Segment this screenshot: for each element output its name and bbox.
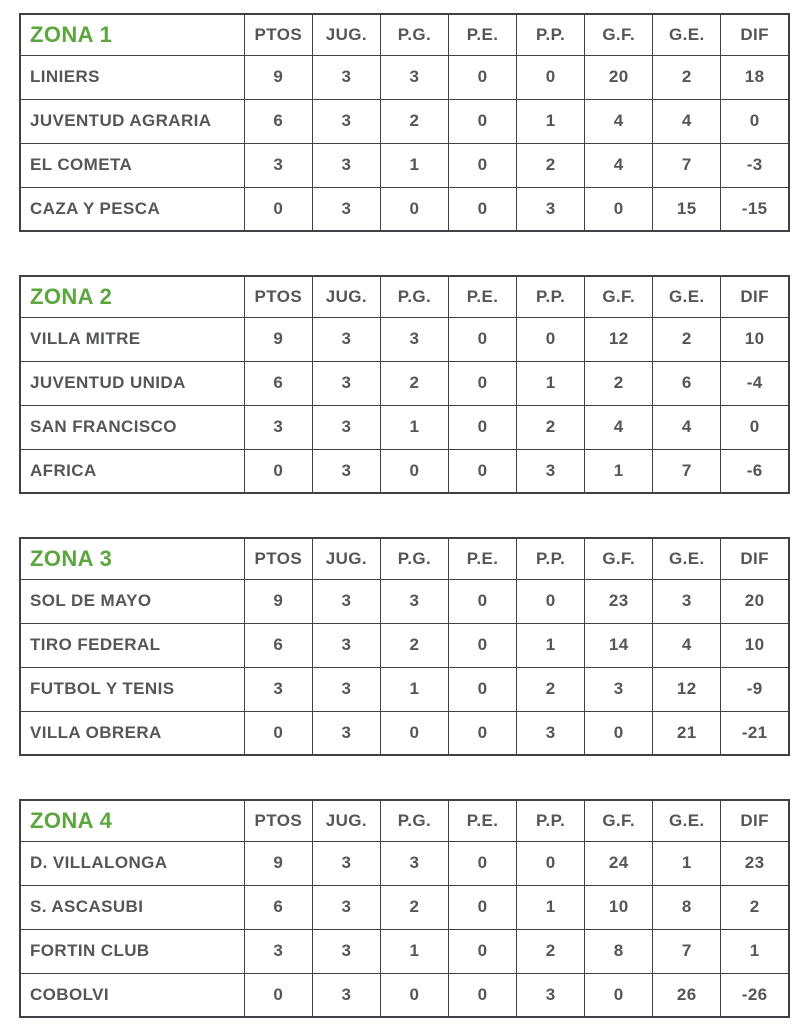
stat-value: 6 (244, 99, 312, 143)
column-header: G.E. (653, 14, 721, 55)
column-header: P.E. (449, 14, 517, 55)
stat-value: 4 (653, 623, 721, 667)
column-header: P.P. (517, 14, 585, 55)
stat-value: 2 (517, 929, 585, 973)
stat-value: 3 (312, 929, 380, 973)
column-header: P.P. (517, 538, 585, 579)
stat-value: 1 (517, 99, 585, 143)
team-row (20, 187, 789, 231)
stat-value: -26 (721, 973, 789, 1017)
stat-value: 0 (449, 623, 517, 667)
stat-value: 3 (653, 579, 721, 623)
stat-value: 12 (653, 667, 721, 711)
stat-value: 10 (585, 885, 653, 929)
zone-title: ZONA 1 (20, 14, 244, 55)
stat-value: 0 (380, 187, 448, 231)
team-row (20, 55, 789, 99)
team-name: VILLA MITRE (20, 317, 244, 361)
stat-value: -21 (721, 711, 789, 755)
zone-header-row (20, 14, 789, 55)
stat-value: 0 (449, 99, 517, 143)
team-name: FORTIN CLUB (20, 929, 244, 973)
stat-value: 0 (449, 317, 517, 361)
column-header: P.G. (380, 800, 448, 841)
stat-value: 0 (449, 187, 517, 231)
stat-value: 21 (653, 711, 721, 755)
team-row (20, 973, 789, 1017)
stat-value: -9 (721, 667, 789, 711)
stat-value: 2 (517, 143, 585, 187)
stat-value: 4 (585, 143, 653, 187)
stat-value: 0 (449, 711, 517, 755)
stat-value: 0 (244, 711, 312, 755)
stat-value: 0 (449, 885, 517, 929)
stat-value: 0 (721, 99, 789, 143)
stat-value: 12 (585, 317, 653, 361)
stat-value: 3 (312, 405, 380, 449)
stat-value: 0 (449, 55, 517, 99)
column-header: P.G. (380, 538, 448, 579)
column-header: G.F. (585, 276, 653, 317)
column-header: P.P. (517, 800, 585, 841)
stat-value: 8 (653, 885, 721, 929)
stat-value: 3 (517, 187, 585, 231)
team-name: TIRO FEDERAL (20, 623, 244, 667)
stat-value: 0 (244, 449, 312, 493)
stat-value: 4 (585, 99, 653, 143)
stat-value: -3 (721, 143, 789, 187)
team-name: VILLA OBRERA (20, 711, 244, 755)
stat-value: 3 (585, 667, 653, 711)
team-row (20, 885, 789, 929)
stat-value: 3 (312, 361, 380, 405)
column-header: G.E. (653, 538, 721, 579)
team-name: FUTBOL Y TENIS (20, 667, 244, 711)
column-header: G.E. (653, 276, 721, 317)
column-header: JUG. (312, 276, 380, 317)
team-row (20, 711, 789, 755)
stat-value: 2 (653, 317, 721, 361)
team-name: S. ASCASUBI (20, 885, 244, 929)
stat-value: 7 (653, 449, 721, 493)
stat-value: 6 (244, 885, 312, 929)
stat-value: 1 (380, 405, 448, 449)
stat-value: 2 (517, 667, 585, 711)
stat-value: 3 (312, 579, 380, 623)
stat-value: 0 (380, 449, 448, 493)
column-header: G.F. (585, 800, 653, 841)
zone-table (19, 275, 790, 494)
team-name: SOL DE MAYO (20, 579, 244, 623)
column-header: JUG. (312, 14, 380, 55)
stat-value: 3 (312, 973, 380, 1017)
stat-value: 2 (380, 99, 448, 143)
zone-header-row (20, 538, 789, 579)
team-name: COBOLVI (20, 973, 244, 1017)
team-row (20, 405, 789, 449)
stat-value: 3 (312, 143, 380, 187)
team-name: D. VILLALONGA (20, 841, 244, 885)
column-header: PTOS (244, 800, 312, 841)
stat-value: 1 (380, 143, 448, 187)
stat-value: 8 (585, 929, 653, 973)
stat-value: 0 (449, 449, 517, 493)
stat-value: 4 (585, 405, 653, 449)
stat-value: 0 (585, 711, 653, 755)
stat-value: 0 (449, 929, 517, 973)
zone-table (19, 537, 790, 756)
zone-title: ZONA 2 (20, 276, 244, 317)
stat-value: 20 (721, 579, 789, 623)
stat-value: 3 (312, 841, 380, 885)
stat-value: -15 (721, 187, 789, 231)
stat-value: 23 (585, 579, 653, 623)
stat-value: 1 (517, 885, 585, 929)
column-header: JUG. (312, 800, 380, 841)
team-name: AFRICA (20, 449, 244, 493)
team-name: EL COMETA (20, 143, 244, 187)
stat-value: 0 (585, 187, 653, 231)
stat-value: 3 (517, 973, 585, 1017)
stat-value: 2 (653, 55, 721, 99)
stat-value: 1 (517, 623, 585, 667)
zone-table (19, 13, 790, 232)
stat-value: 0 (517, 55, 585, 99)
stat-value: 3 (244, 143, 312, 187)
stat-value: -4 (721, 361, 789, 405)
stat-value: 3 (380, 841, 448, 885)
stat-value: 18 (721, 55, 789, 99)
stat-value: 3 (312, 711, 380, 755)
column-header: P.P. (517, 276, 585, 317)
stat-value: 0 (244, 187, 312, 231)
stat-value: 3 (517, 449, 585, 493)
stat-value: 1 (380, 667, 448, 711)
stat-value: 4 (653, 405, 721, 449)
column-header: P.E. (449, 276, 517, 317)
team-row (20, 317, 789, 361)
stat-value: 3 (312, 667, 380, 711)
stat-value: 0 (517, 841, 585, 885)
stat-value: 2 (380, 361, 448, 405)
stat-value: 0 (585, 973, 653, 1017)
stat-value: 0 (449, 143, 517, 187)
column-header: DIF (721, 276, 789, 317)
column-header: DIF (721, 14, 789, 55)
stat-value: 1 (653, 841, 721, 885)
column-header: G.F. (585, 538, 653, 579)
team-row (20, 667, 789, 711)
stat-value: 1 (585, 449, 653, 493)
column-header: PTOS (244, 276, 312, 317)
team-name: JUVENTUD AGRARIA (20, 99, 244, 143)
zone-table (19, 799, 790, 1018)
stat-value: 3 (312, 885, 380, 929)
stat-value: 3 (517, 711, 585, 755)
stat-value: 1 (517, 361, 585, 405)
stat-value: 4 (653, 99, 721, 143)
zone-header-row (20, 800, 789, 841)
stat-value: 6 (244, 623, 312, 667)
stat-value: 0 (380, 973, 448, 1017)
stat-value: 23 (721, 841, 789, 885)
stat-value: 6 (244, 361, 312, 405)
stat-value: 3 (244, 405, 312, 449)
stat-value: 3 (244, 929, 312, 973)
stat-value: 14 (585, 623, 653, 667)
team-row (20, 841, 789, 885)
stat-value: 3 (380, 579, 448, 623)
stat-value: 3 (312, 55, 380, 99)
zone-header-row (20, 276, 789, 317)
stat-value: 3 (244, 667, 312, 711)
stat-value: 7 (653, 143, 721, 187)
stat-value: 0 (449, 667, 517, 711)
stat-value: 10 (721, 317, 789, 361)
stat-value: 3 (312, 449, 380, 493)
stat-value: 9 (244, 579, 312, 623)
stat-value: 10 (721, 623, 789, 667)
stat-value: 3 (312, 317, 380, 361)
stat-value: 2 (380, 623, 448, 667)
team-name: CAZA Y PESCA (20, 187, 244, 231)
stat-value: 0 (449, 361, 517, 405)
team-name: SAN FRANCISCO (20, 405, 244, 449)
stat-value: 0 (380, 711, 448, 755)
stat-value: 24 (585, 841, 653, 885)
zone-title: ZONA 4 (20, 800, 244, 841)
column-header: P.G. (380, 276, 448, 317)
column-header: DIF (721, 538, 789, 579)
stat-value: 2 (517, 405, 585, 449)
stat-value: 0 (244, 973, 312, 1017)
stat-value: 0 (517, 579, 585, 623)
column-header: G.E. (653, 800, 721, 841)
stat-value: 0 (721, 405, 789, 449)
stat-value: 7 (653, 929, 721, 973)
column-header: JUG. (312, 538, 380, 579)
zone-title: ZONA 3 (20, 538, 244, 579)
stat-value: 3 (312, 623, 380, 667)
stat-value: 3 (312, 99, 380, 143)
team-name: JUVENTUD UNIDA (20, 361, 244, 405)
stat-value: 0 (517, 317, 585, 361)
column-header: PTOS (244, 538, 312, 579)
column-header: P.E. (449, 538, 517, 579)
stat-value: 0 (449, 841, 517, 885)
team-name: LINIERS (20, 55, 244, 99)
stat-value: 9 (244, 317, 312, 361)
stat-value: 1 (721, 929, 789, 973)
stat-value: 3 (312, 187, 380, 231)
team-row (20, 579, 789, 623)
stat-value: 2 (585, 361, 653, 405)
stat-value: 9 (244, 841, 312, 885)
stat-value: 0 (449, 973, 517, 1017)
column-header: P.E. (449, 800, 517, 841)
stat-value: 9 (244, 55, 312, 99)
stat-value: 1 (380, 929, 448, 973)
column-header: G.F. (585, 14, 653, 55)
stat-value: 3 (380, 317, 448, 361)
stat-value: 20 (585, 55, 653, 99)
column-header: DIF (721, 800, 789, 841)
stat-value: 2 (380, 885, 448, 929)
team-row (20, 623, 789, 667)
stat-value: 26 (653, 973, 721, 1017)
stat-value: 3 (380, 55, 448, 99)
stat-value: -6 (721, 449, 789, 493)
team-row (20, 449, 789, 493)
column-header: PTOS (244, 14, 312, 55)
column-header: P.G. (380, 14, 448, 55)
stat-value: 6 (653, 361, 721, 405)
team-row (20, 929, 789, 973)
stat-value: 2 (721, 885, 789, 929)
stat-value: 0 (449, 579, 517, 623)
team-row (20, 99, 789, 143)
stat-value: 0 (449, 405, 517, 449)
team-row (20, 143, 789, 187)
team-row (20, 361, 789, 405)
stat-value: 15 (653, 187, 721, 231)
